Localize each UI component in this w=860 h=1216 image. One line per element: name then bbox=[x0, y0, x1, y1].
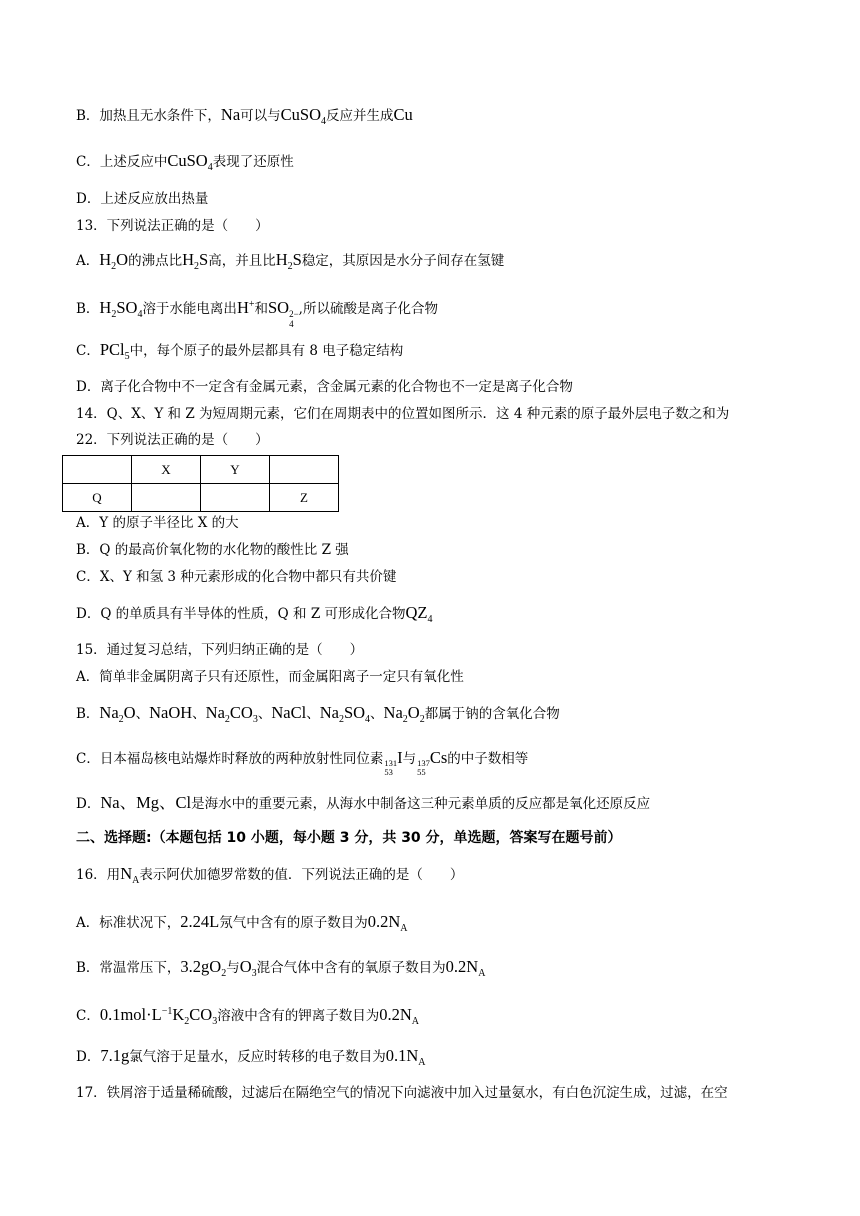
table-cell: X bbox=[132, 456, 201, 484]
table-cell: Y bbox=[201, 456, 270, 484]
q12-option-b: B．加热且无水条件下，Na可以与CuSO$_4$反应并生成Cu bbox=[76, 105, 413, 127]
q15-option-c: C．日本福岛核电站爆炸时释放的两种放射性同位素 131 53 I与 137 55 Cs的中子数相等 bbox=[76, 748, 529, 777]
q16-stem: 16．用$N_A$表示阿伏加德罗常数的值．下列说法正确的是（ ） bbox=[76, 864, 464, 886]
table-cell bbox=[201, 484, 270, 512]
periodic-table-grid bbox=[62, 455, 339, 512]
q15-option-d: D．Na、Mg、Cl是海水中的重要元素，从海水中制备这三种元素单质的反应都是氧化还原反应 bbox=[76, 793, 651, 812]
section-heading: 二、选择题:（本题包括 10 小题，每小题 3 分，共 30 分，单选题，答案写在题号前） bbox=[76, 830, 622, 846]
q13-option-a: A．$H_2O$的沸点比$H_2S$高，并且比$H_2S$稳定，其原因是水分子间存在氢键 bbox=[76, 250, 505, 272]
table-cell bbox=[270, 456, 339, 484]
q15-option-b: B．$Na_2O$、NaOH、$Na_2CO_3$、NaCl、$Na_2SO_4$、$Na_2O_2$都属于钠的含氧化合物 bbox=[76, 703, 560, 725]
table-cell bbox=[63, 456, 132, 484]
table-row bbox=[63, 456, 339, 484]
table-cell bbox=[132, 484, 201, 512]
q12-option-c: C．上述反应中CuSO$_4$表现了还原性 bbox=[76, 151, 294, 173]
table-row bbox=[63, 484, 339, 512]
q16-option-c: C．$0.1mol\cdot L^{-1}K_2CO_3$溶液中含有的钾离子数目为$0.2N_A$ bbox=[76, 1005, 419, 1027]
q14-option-a: A．Y 的原子半径比 X 的大 bbox=[76, 515, 239, 531]
q17-stem: 17．铁屑溶于适量稀硫酸，过滤后在隔绝空气的情况下向滤液中加入过量氨水，有白色沉淀生成，过滤，在空 bbox=[76, 1085, 728, 1101]
q14-option-c: C．X、Y 和氢 3 种元素形成的化合物中都只有共价键 bbox=[76, 569, 397, 585]
q13-option-d: D．离子化合物中不一定含有金属元素，含金属元素的化合物也不一定是离子化合物 bbox=[76, 379, 573, 395]
q14-stem-line1: 14．Q、X、Y 和 Z 为短周期元素，它们在周期表中的位置如图所示．这 4 种元素的原子最外层电子数之和为 bbox=[76, 406, 730, 422]
q12-option-d: D．上述反应放出热量 bbox=[76, 191, 209, 207]
q16-option-a: A．标准状况下，2.24L氖气中含有的原子数目为$0.2N_A$ bbox=[76, 912, 408, 934]
q15-option-a: A．简单非金属阴离子只有还原性，而金属阳离子一定只有氧化性 bbox=[76, 669, 464, 685]
q14-stem-line2: 22．下列说法正确的是（ ） bbox=[76, 432, 269, 448]
table-cell: Z bbox=[270, 484, 339, 512]
q15-stem: 15．通过复习总结，下列归纳正确的是（ ） bbox=[76, 642, 364, 658]
q16-option-d: D．7.1g氯气溶于足量水，反应时转移的电子数目为$0.1N_A$ bbox=[76, 1046, 426, 1068]
q16-option-b: B．常温常压下，$3.2gO_2$与$O_3$混合气体中含有的氧原子数目为$0.2N_A$ bbox=[76, 957, 486, 979]
q13-stem: 13．下列说法正确的是（ ） bbox=[76, 218, 269, 234]
q13-option-c: C．PCl$_5$中，每个原子的最外层都具有 8 电子稳定结构 bbox=[76, 340, 404, 362]
q13-option-b: B．$H_2SO_4$溶于水能电离出H+和SO 2− 4 ,所以硫酸是离子化合物 bbox=[76, 298, 438, 329]
q14-option-d: D．Q 的单质具有半导体的性质，Q 和 Z 可形成化合物$QZ_4$ bbox=[76, 603, 433, 625]
q14-option-b: B．Q 的最高价氧化物的水化物的酸性比 Z 强 bbox=[76, 542, 349, 558]
table-cell: Q bbox=[63, 484, 132, 512]
